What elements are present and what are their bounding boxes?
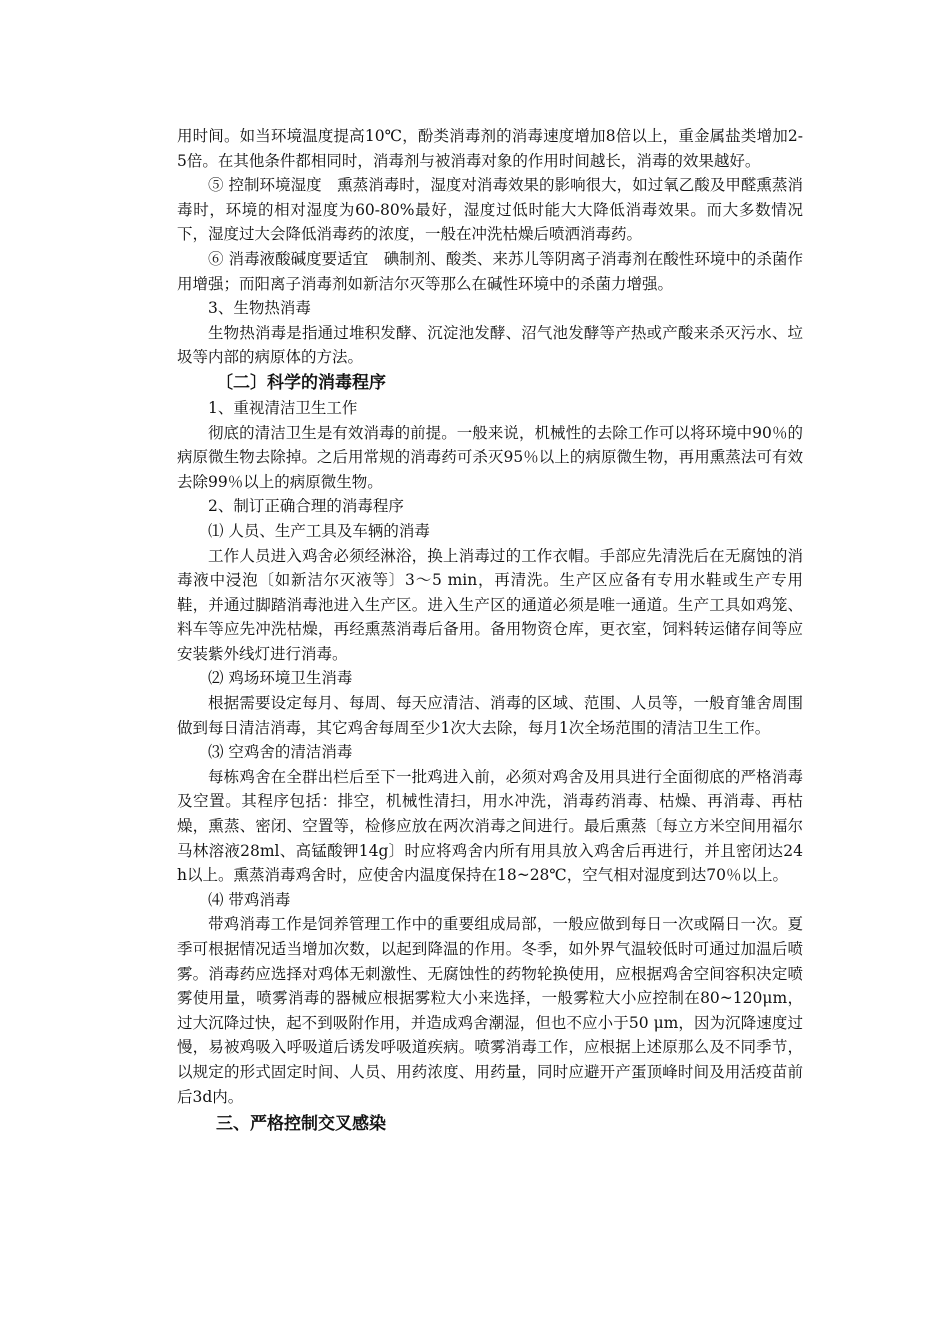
subheading-bio-heat: 3、生物热消毒	[208, 299, 311, 318]
subheading-with-birds: ⑷ 带鸡消毒	[208, 890, 291, 909]
paragraph-humidity: ⑤ 控制环境湿度 熏蒸消毒时，湿度对消毒效果的影响很大，如过氧乙酸及甲醛熏蒸消毒时，环境的相对湿度为60-80%最好，湿度过低时能大大降低消毒效果。而大多数情况下，湿度过大会降低消毒药的浓度，一般在冲洗枯燥后喷洒消毒药。	[177, 176, 803, 244]
paragraph-personnel: 工作人员进入鸡舍必须经淋浴，换上消毒过的工作衣帽。手部应先清洗后在无腐蚀的消毒液中浸泡〔如新洁尔灭液等〕3～5 min，再清洗。生产区应备有专用水鞋或生产专用鞋，并通过脚踏消毒池进入生产区。进入生产区的通道必须是唯一通道。生产工具如鸡笼、料车等应先冲洗枯燥，再经熏蒸消毒后备用。备用物资仓库，更衣室，饲料转运储存间等应安装紫外线灯进行消毒。	[177, 546, 803, 663]
paragraph-empty-house: 每栋鸡舍在全群出栏后至下一批鸡进入前，必须对鸡舍及用具进行全面彻底的严格消毒及空置。其程序包括：排空，机械性清扫，用水冲洗，消毒药消毒、枯燥、再消毒、再枯燥，熏蒸、密闭、空置等，检修应放在两次消毒之间进行。最后熏蒸〔每立方米空间用福尔马林溶液28ml、高锰酸钾14g〕时应将鸡舍内所有用具放入鸡舍后再进行，并且密闭达24 h以上。熏蒸消毒鸡舍时，应使舍内温度保持在18~28℃，空气相对湿度到达70％以上。	[177, 767, 803, 885]
paragraph-with-birds: 带鸡消毒工作是饲养管理工作中的重要组成局部，一般应做到每日一次或隔日一次。夏季可根据情况适当增加次数，以起到降温的作用。冬季，如外界气温较低时可通过加温后喷雾。消毒药应选择对鸡体无刺激性、无腐蚀性的药物轮换使用，应根据鸡舍空间容积决定喷雾使用量，喷雾消毒的器械应根据雾粒大小来选择，一般雾粒大小应控制在80~120μm，过大沉降过快，起不到吸附作用，并造成鸡舍潮湿，但也不应小于50 μm，因为沉降速度过慢，易被鸡吸入呼吸道后诱发呼吸道疾病。喷雾消毒工作，应根据上述原那么及不同季节，以规定的形式固定时间、人员、用药浓度、用药量，同时应避开产蛋顶峰时间及用活疫苗前后3d内。	[177, 915, 803, 1106]
subheading-farm: ⑵ 鸡场环境卫生消毒	[208, 669, 353, 688]
paragraph-farm: 根据需要设定每月、每周、每天应清洁、消毒的区域、范围、人员等，一般育雏舍周围做到每日清洁消毒，其它鸡舍每周至少1次大去除，每月1次全场范围的清洁卫生工作。	[177, 694, 803, 737]
subheading-cleaning: 1、重视清洁卫生工作	[208, 398, 358, 417]
section-heading-procedure: 〔二〕科学的消毒程序	[216, 372, 386, 393]
paragraph: 用时间。如当环境温度提高10℃，酚类消毒剂的消毒速度增加8倍以上，重金属盐类增加2-5倍。在其他条件都相同时，消毒剂与被消毒对象的作用时间越长，消毒的效果越好。	[177, 127, 803, 170]
subheading-empty-house: ⑶ 空鸡舍的清洁消毒	[208, 743, 353, 762]
subheading-personnel: ⑴ 人员、生产工具及车辆的消毒	[208, 521, 430, 540]
section-heading-cross-infection: 三、严格控制交叉感染	[216, 1114, 386, 1135]
document-body	[177, 124, 803, 1137]
paragraph-cleaning: 彻底的清洁卫生是有效消毒的前提。一般来说，机械性的去除工作可以将环境中90％的病原微生物去除掉。之后用常规的消毒药可杀灭95％以上的病原微生物，再用熏蒸法可有效去除99％以上的病原微生物。	[177, 423, 803, 491]
paragraph-ph: ⑥ 消毒液酸碱度要适宜 碘制剂、酸类、来苏儿等阴离子消毒剂在酸性环境中的杀菌作用增强；而阳离子消毒剂如新洁尔灭等那么在碱性环境中的杀菌力增强。	[177, 249, 803, 293]
paragraph-bio-heat: 生物热消毒是指通过堆积发酵、沉淀池发酵、沼气池发酵等产热或产酸来杀灭污水、垃圾等内部的病原体的方法。	[177, 323, 803, 367]
subheading-program: 2、制订正确合理的消毒程序	[208, 497, 404, 516]
